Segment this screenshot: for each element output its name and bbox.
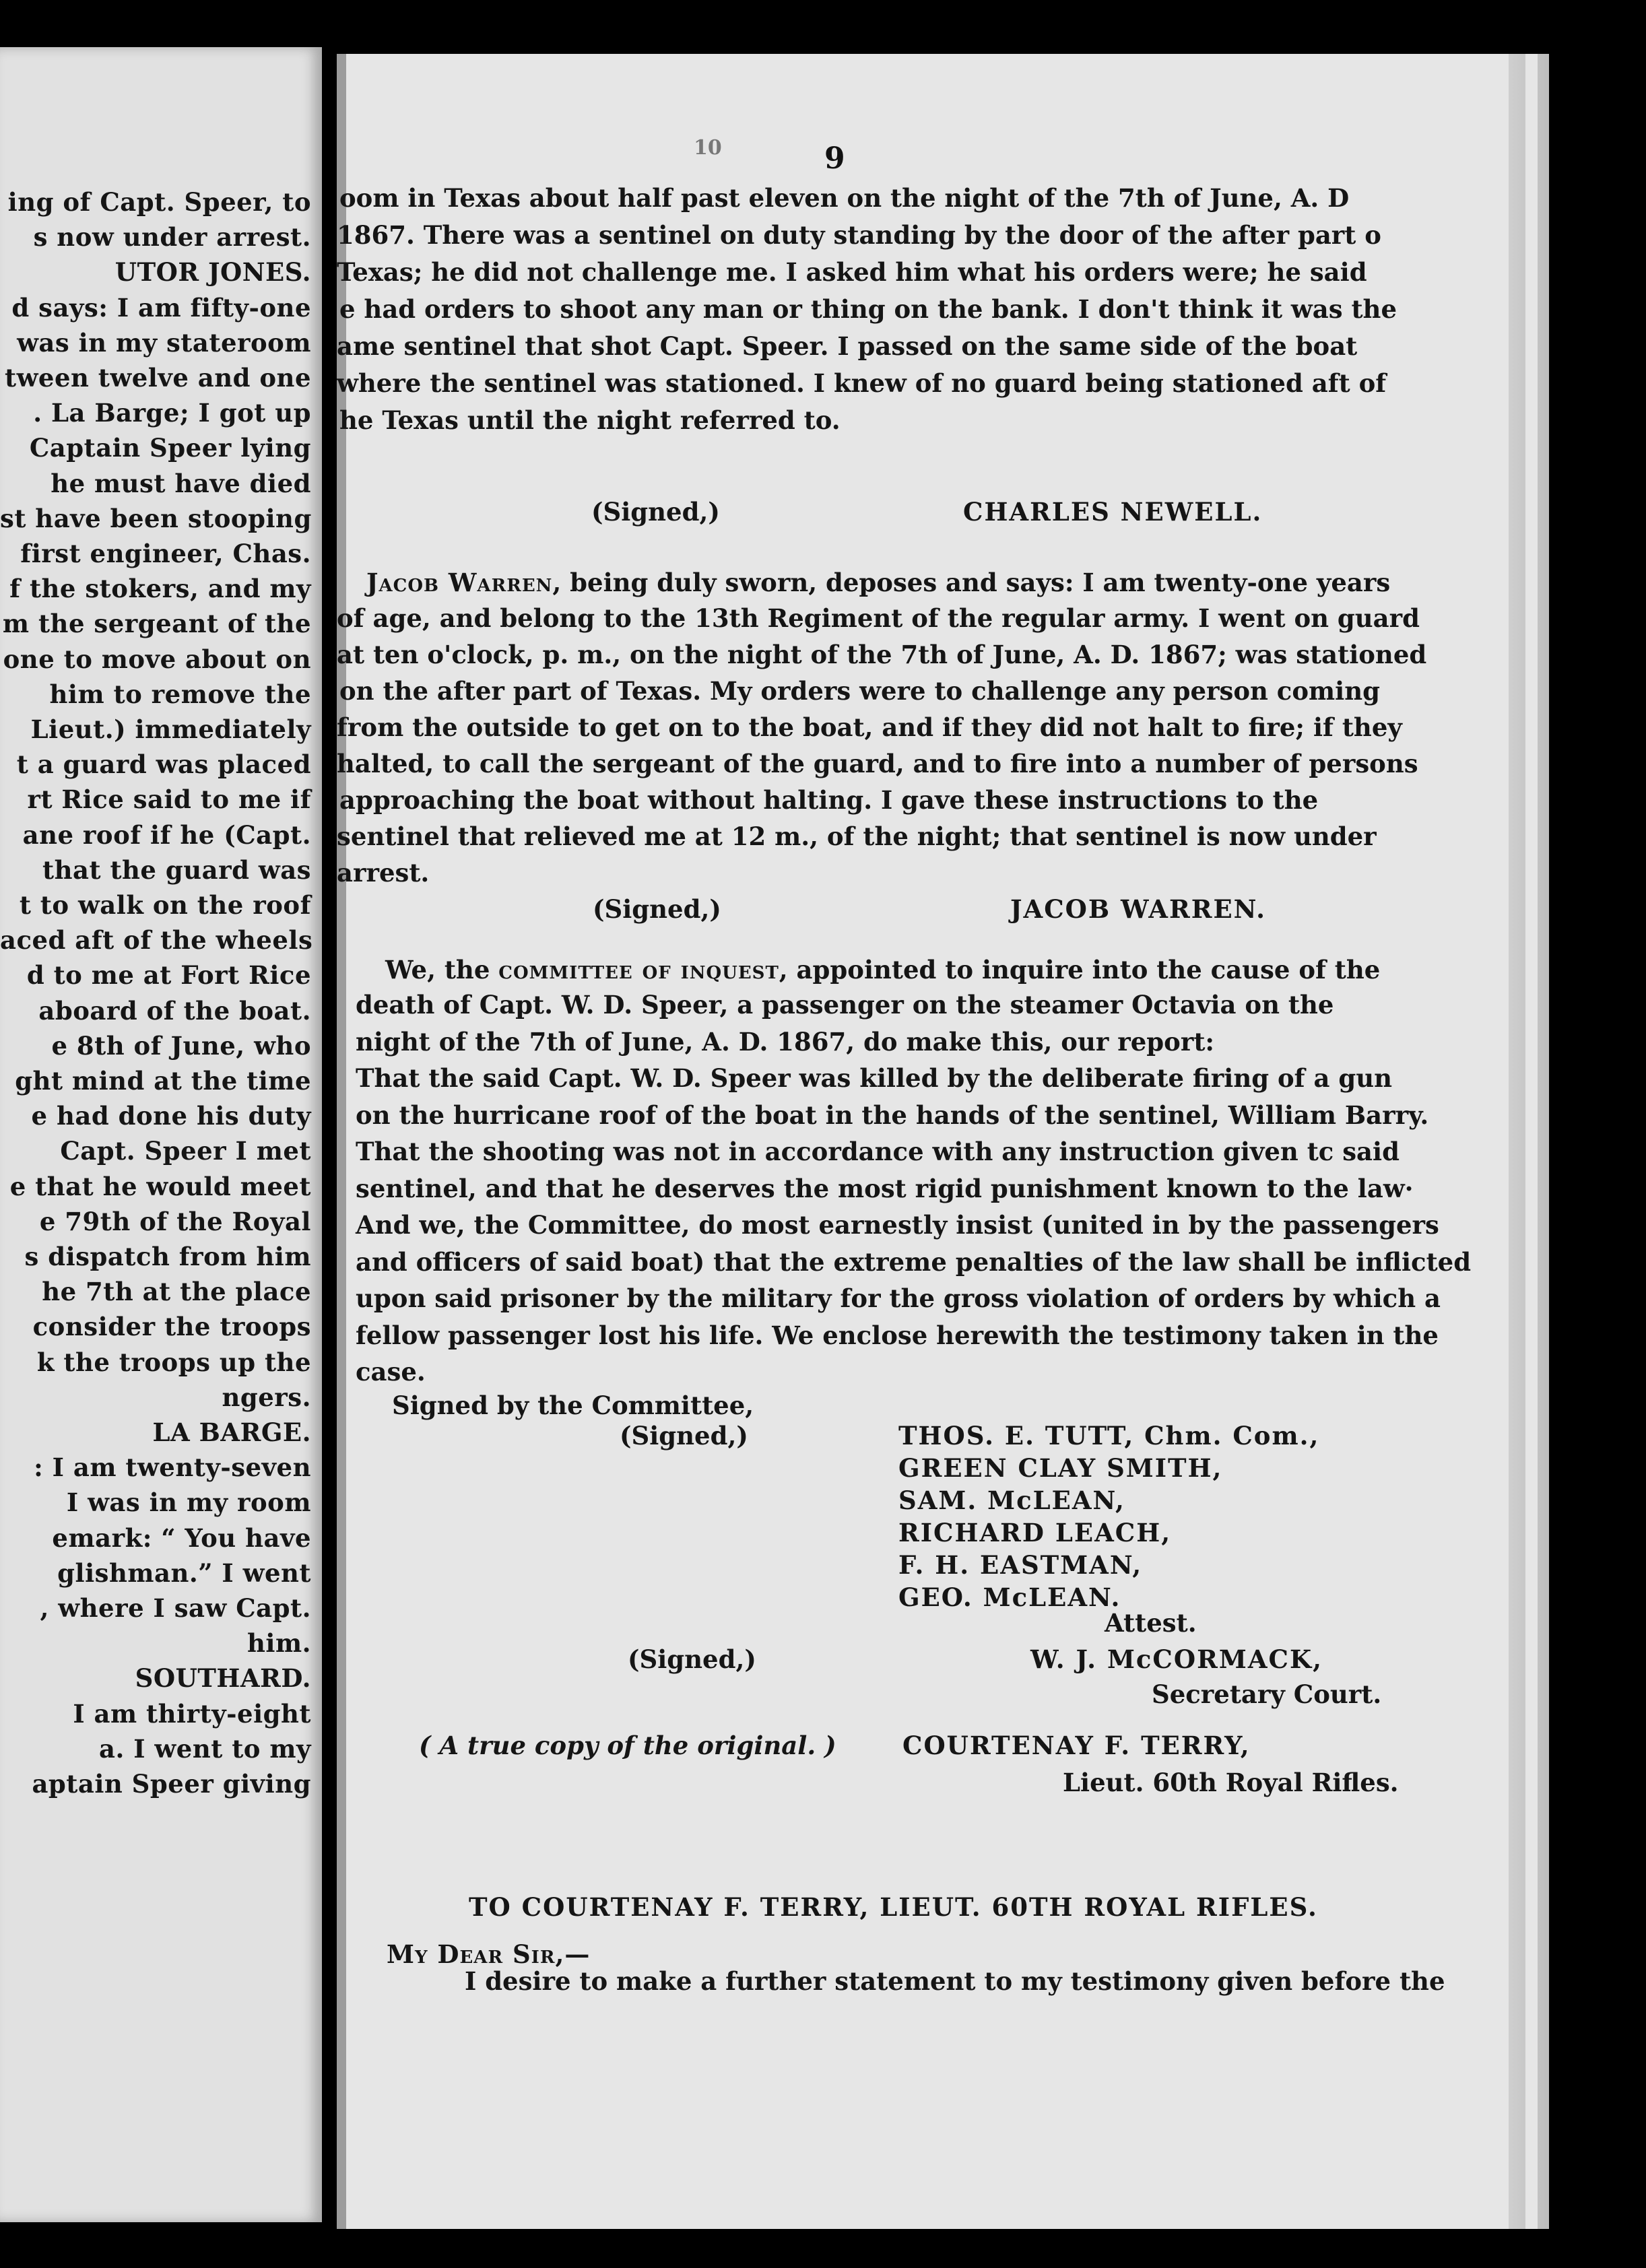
left-page-line: e that he would meet — [9, 1171, 311, 1201]
left-page-line: Captain Speer lying — [29, 433, 311, 463]
committee-member: SAM. McLEAN, — [898, 1486, 1125, 1515]
newell-signature: CHARLES NEWELL. — [963, 497, 1263, 527]
left-page-line: SOUTHARD. — [135, 1663, 311, 1694]
left-page-line: st have been stooping — [0, 503, 312, 533]
warren-testimony-line: approaching the boat without halting. I gave these instructions to the — [339, 785, 1319, 815]
left-page-line: e 8th of June, who — [51, 1030, 311, 1061]
left-page-line: s now under arrest. — [33, 222, 311, 253]
book-edge-highlight — [1525, 54, 1538, 2229]
left-page-line: that the guard was — [42, 855, 311, 885]
left-page-line: aced aft of the wheels — [0, 925, 313, 956]
left-page-line: s dispatch from him — [24, 1242, 311, 1271]
committee-signed-label: (Signed,) — [620, 1421, 748, 1450]
left-page-line: aptain Speer giving — [32, 1769, 311, 1799]
warren-testimony-line: of age, and belong to the 13th Regiment of the regular army. I went on guard — [337, 603, 1420, 633]
report-first-rest: , appointed to inquire into the cause of the — [779, 955, 1381, 985]
left-page-line: first engineer, Chas. — [20, 539, 311, 568]
warren-signed-label: (Signed,) — [593, 894, 721, 924]
newell-testimony-line: he Texas until the night referred to. — [339, 405, 841, 435]
warren-testimony-line: arrest. — [337, 858, 430, 888]
left-page-line: m the sergeant of the — [2, 609, 311, 639]
committee-member: GREEN CLAY SMITH, — [898, 1453, 1223, 1483]
terry-signature: COURTENAY F. TERRY, — [902, 1731, 1251, 1760]
report-line: And we, the Committee, do most earnestly insist (united in by the passengers — [356, 1210, 1439, 1240]
left-page-line: d says: I am fifty-one — [11, 292, 311, 323]
left-page-line: him. — [247, 1628, 311, 1659]
left-page-line: e 79th of the Royal — [39, 1206, 311, 1236]
report-line: case. — [356, 1357, 426, 1387]
left-page-line: consider the troops — [32, 1312, 311, 1342]
letter-heading: TO COURTENAY F. TERRY, LIEUT. 60TH ROYAL RIFLES. — [469, 1892, 1318, 1922]
committee-member: THOS. E. TUTT, Chm. Com., — [898, 1421, 1320, 1450]
left-page-line: ght mind at the time — [15, 1066, 311, 1096]
left-page-line: glishman.” I went — [57, 1558, 311, 1588]
page-mark: 10 — [694, 136, 722, 160]
warren-testimony-line: at ten o'clock, p. m., on the night of the 7th of June, A. D. 1867; was stationed — [337, 640, 1427, 669]
terry-title: Lieut. 60th Royal Rifles. — [1063, 1768, 1399, 1797]
report-line: on the hurricane roof of the boat in the hands of the sentinel, William Barry. — [356, 1100, 1429, 1130]
warren-first-line — [366, 568, 1390, 597]
warren-name-inline: Jacob Warren — [366, 568, 553, 597]
committee-member: F. H. EASTMAN, — [898, 1550, 1143, 1580]
warren-testimony-line: from the outside to get on to the boat, and if they did not halt to fire; if they — [337, 712, 1402, 742]
report-line: upon said prisoner by the military for the gross violation of orders by which a — [356, 1283, 1441, 1313]
left-page-column — [0, 47, 322, 2222]
left-page-line: Lieut.) immediately — [30, 714, 311, 744]
newell-testimony-line: where the sentinel was stationed. I knew of no guard being stationed aft of — [337, 368, 1387, 398]
left-page-line: : I am twenty-seven — [34, 1453, 311, 1483]
left-page-line: rt Rice said to me if — [27, 785, 311, 815]
newell-testimony-line: Texas; he did not challenge me. I asked him what his orders were; he said — [337, 257, 1367, 287]
attest-label: Attest. — [1105, 1608, 1197, 1638]
secretary-title: Secretary Court. — [1152, 1679, 1382, 1709]
attest-signed-label: (Signed,) — [628, 1644, 756, 1674]
newell-signed-label: (Signed,) — [591, 497, 720, 527]
report-line: night of the 7th of June, A. D. 1867, do make this, our report: — [356, 1026, 1215, 1057]
report-line: That the said Capt. W. D. Speer was killed by the deliberate firing of a gun — [356, 1063, 1393, 1093]
report-line: and officers of said boat) that the extreme penalties of the law shall be inflicted — [356, 1246, 1472, 1277]
true-copy-note: ( A true copy of the original. ) — [419, 1731, 836, 1760]
left-page-line: ane roof if he (Capt. — [22, 820, 311, 850]
left-page-line: , where I saw Capt. — [40, 1593, 311, 1623]
left-page-line: t to walk on the roof — [19, 890, 311, 920]
left-page-line: a. I went to my — [99, 1733, 311, 1764]
left-page-line: Capt. Speer I met — [60, 1136, 311, 1166]
letter-first-line: I desire to make a further statement to my testimony given before the — [465, 1966, 1445, 1996]
warren-testimony-line: on the after part of Texas. My orders were to challenge any person coming — [339, 676, 1380, 706]
left-page-line: t a guard was placed — [16, 749, 311, 780]
report-line: sentinel, and that he deserves the most rigid punishment known to the law· — [356, 1173, 1414, 1203]
left-page-line: him to remove the — [49, 679, 311, 709]
newell-testimony-line: 1867. There was a sentinel on duty standing by the door of the after part o — [337, 220, 1381, 250]
left-page-line: ngers. — [222, 1382, 311, 1412]
left-page-line: I was in my room — [66, 1488, 311, 1518]
left-page-line: emark: “ You have — [52, 1523, 311, 1553]
report-lead: We, the — [385, 955, 499, 985]
report-first-line — [385, 955, 1380, 985]
left-page-line: f the stokers, and my — [9, 574, 311, 604]
report-line: That the shooting was not in accordance with any instruction given tc said — [356, 1137, 1400, 1166]
left-page-line: was in my stateroom — [17, 327, 311, 358]
left-page-line: tween twelve and one — [4, 363, 311, 393]
left-page-line: aboard of the boat. — [38, 995, 311, 1026]
left-page-line: k the troops up the — [36, 1347, 311, 1377]
left-page-line: d to me at Fort Rice — [26, 960, 311, 991]
warren-signature: JACOB WARREN. — [1010, 894, 1266, 924]
left-page-line: UTOR JONES. — [114, 257, 311, 288]
right-page — [337, 54, 1509, 2229]
left-page-line: ing of Capt. Speer, to — [7, 187, 311, 217]
committee-of-inquest: committee of inquest — [498, 955, 779, 985]
left-page-line: e had done his duty — [31, 1101, 311, 1131]
left-page-line: he must have died — [51, 468, 311, 498]
newell-testimony-line: oom in Texas about half past eleven on the night of the 7th of June, A. D — [339, 183, 1350, 213]
left-page-line: I am thirty-eight — [73, 1698, 311, 1729]
signed-by-committee: Signed by the Committee, — [392, 1391, 754, 1420]
committee-member: GEO. McLEAN. — [898, 1582, 1121, 1612]
left-page-line: he 7th at the place — [42, 1277, 311, 1307]
secretary-name: W. J. McCORMACK, — [1030, 1644, 1323, 1674]
left-page-line: LA BARGE. — [152, 1418, 311, 1447]
newell-testimony-line: ame sentinel that shot Capt. Speer. I passed on the same side of the boat — [337, 331, 1358, 361]
letter-salutation: My Dear Sir,— — [387, 1939, 591, 1969]
page-number: 9 — [824, 141, 845, 176]
warren-testimony-line: halted, to call the sergeant of the guard, and to fire into a number of persons — [337, 749, 1418, 778]
warren-first-line-text: , being duly sworn, deposes and says: I am twenty-one years — [552, 568, 1391, 597]
left-page-line: . La Barge; I got up — [33, 398, 311, 428]
newell-testimony-line: e had orders to shoot any man or thing on the bank. I don't think it was the — [339, 294, 1397, 324]
report-line: death of Capt. W. D. Speer, a passenger on the steamer Octavia on the — [356, 990, 1334, 1020]
warren-testimony-line: sentinel that relieved me at 12 m., of the night; that sentinel is now under — [337, 822, 1377, 851]
committee-member: RICHARD LEACH, — [898, 1518, 1172, 1547]
report-line: fellow passenger lost his life. We enclose herewith the testimony taken in the — [356, 1320, 1439, 1350]
left-page-line: one to move about on — [3, 644, 311, 674]
